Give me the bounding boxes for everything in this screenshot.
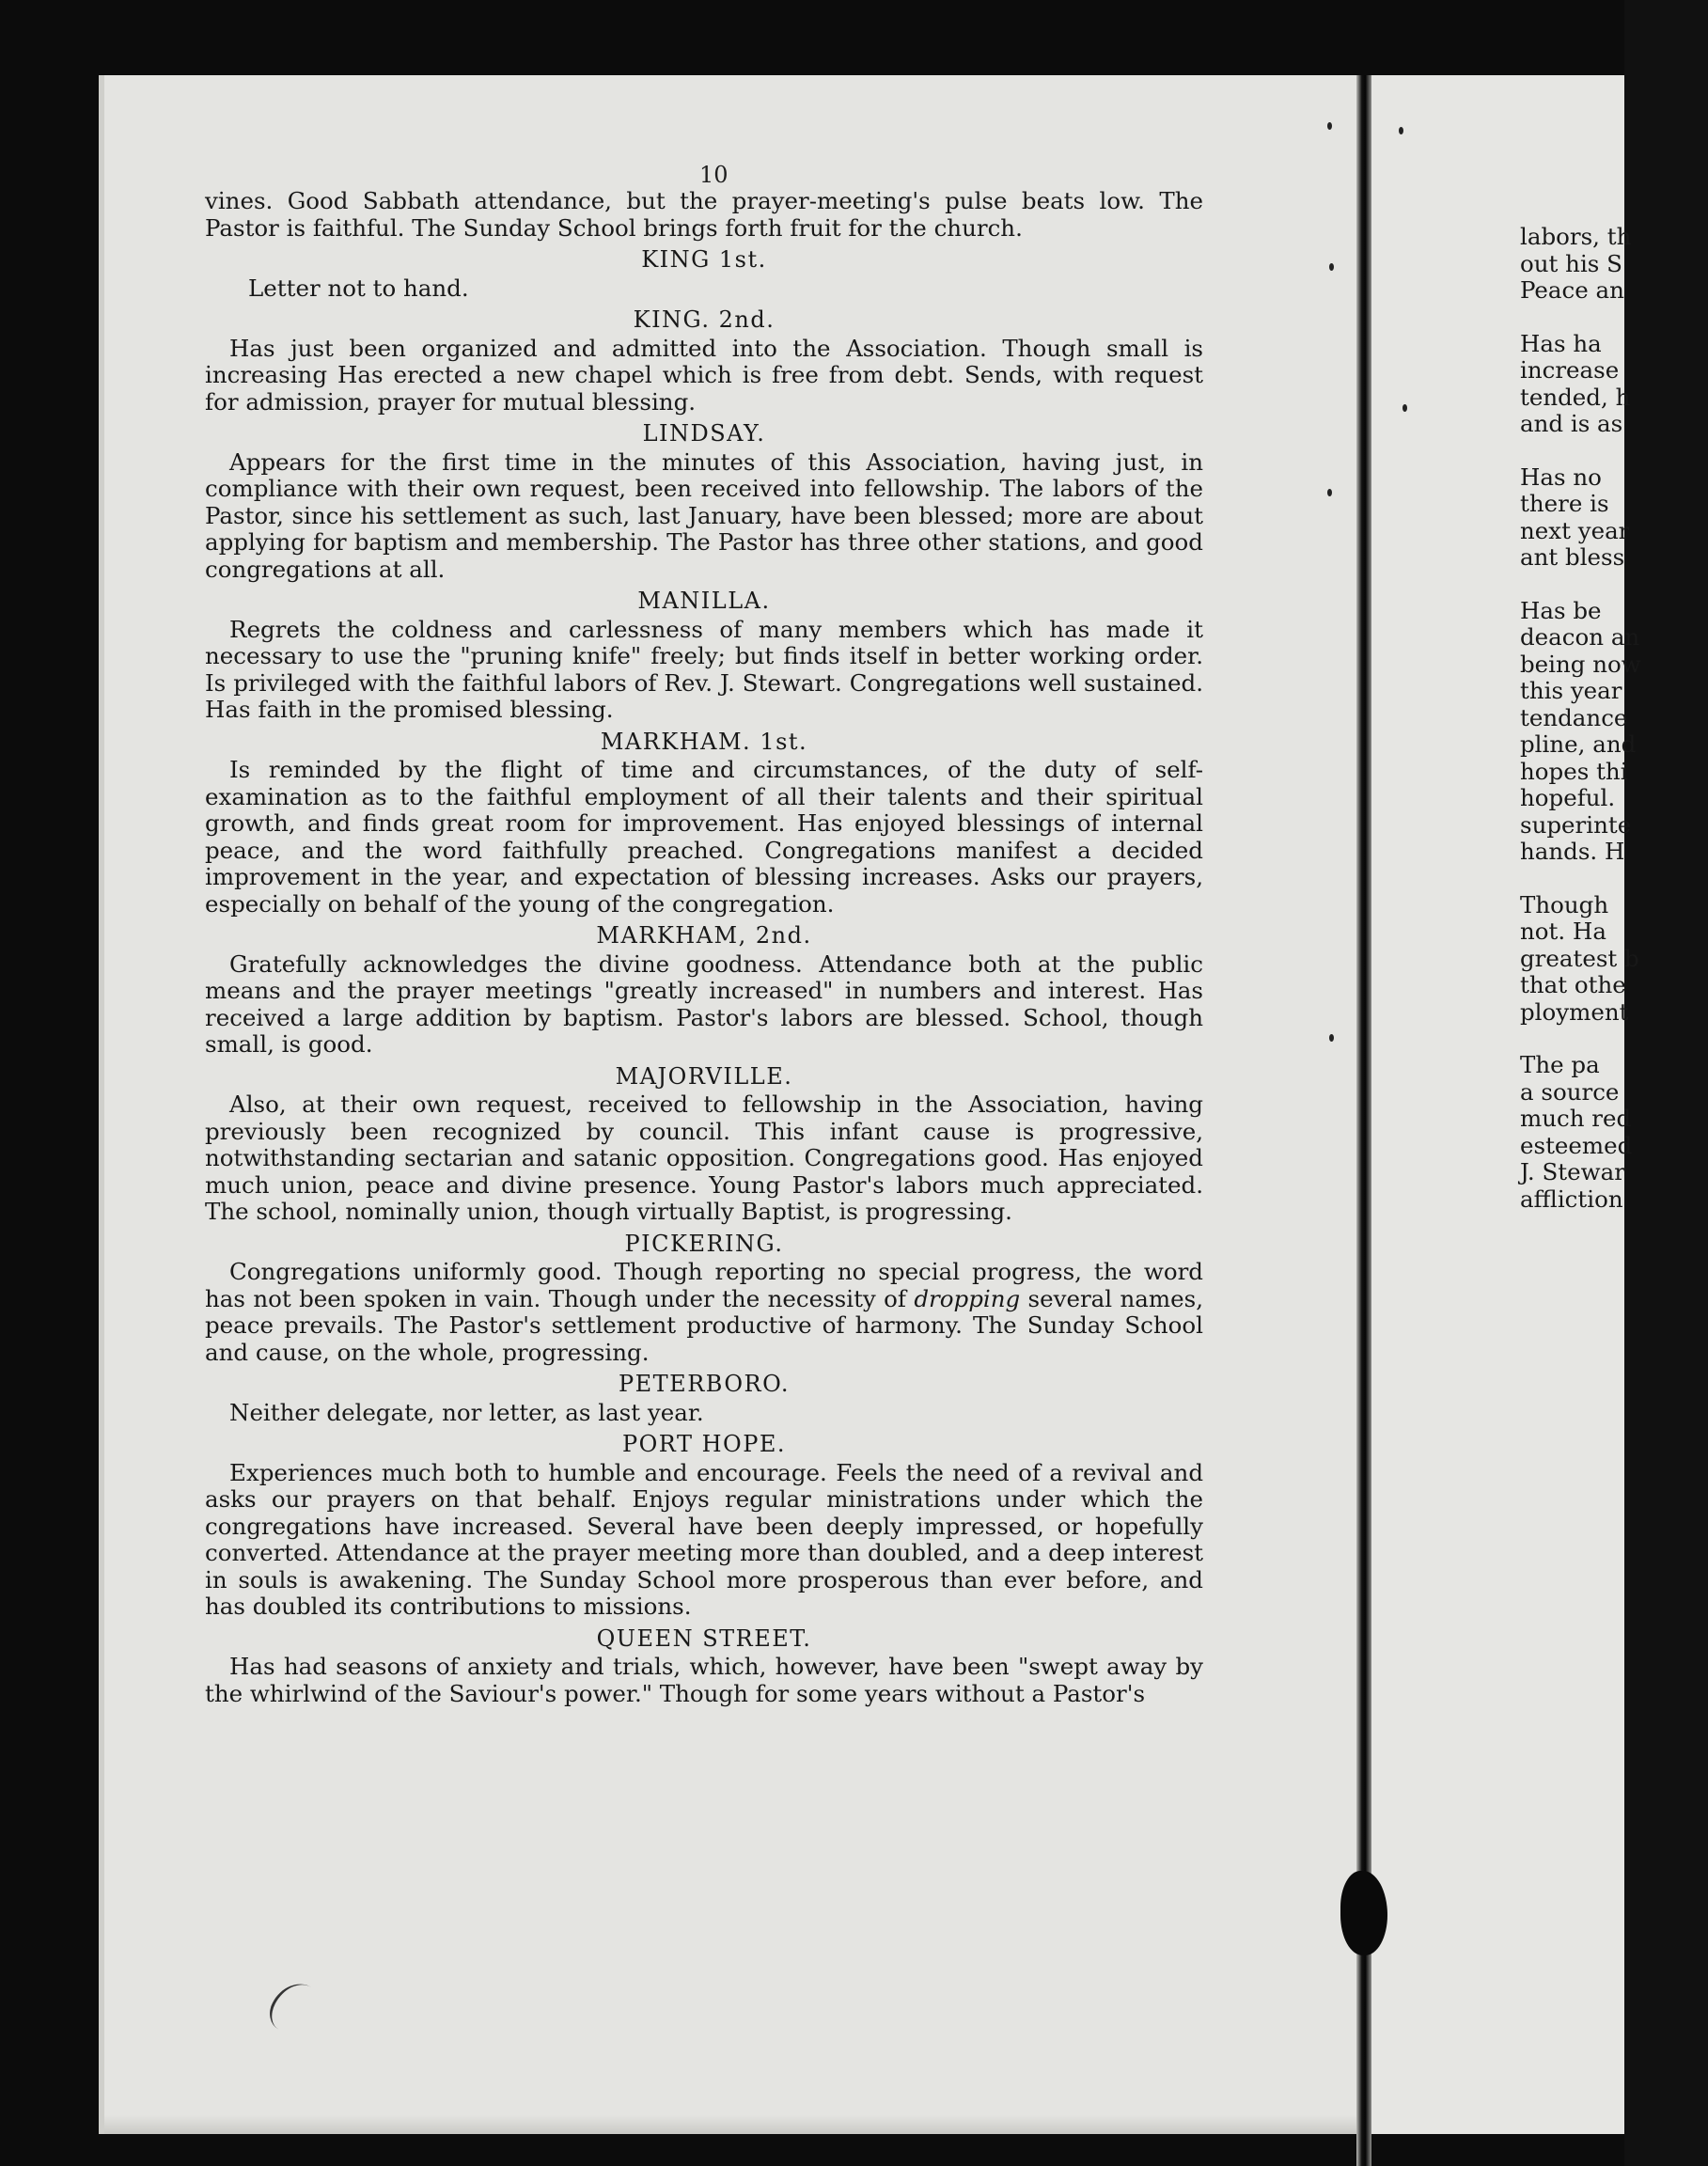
right-page-line: not. Ha <box>1520 918 1606 945</box>
right-page-line: and is as <box>1520 410 1623 437</box>
section-heading: PORT HOPE. <box>621 1431 786 1457</box>
right-page-line: being now <box>1520 650 1641 678</box>
page-gutter <box>1356 75 1371 2166</box>
right-page-line: this year <box>1520 677 1622 704</box>
right-page-line: a source <box>1520 1077 1620 1106</box>
right-page-line: labors, th <box>1520 223 1632 250</box>
right-page-line: ployment <box>1520 997 1629 1026</box>
right-page-line: deacon an <box>1520 623 1640 651</box>
right-page-line: Though <box>1520 890 1609 918</box>
right-page-line: greatest b <box>1520 944 1639 972</box>
body-paragraph: Neither delegate, nor letter, as last year. <box>229 1398 704 1426</box>
body-paragraph: Has had seasons of anxiety and trials, which, however, have been "swept away by the whirlwind of the Saviour's power." Though for some years without a Pastor's <box>205 1653 1203 1707</box>
section-heading: PETERBORO. <box>619 1371 790 1397</box>
speck-mark <box>1402 404 1407 412</box>
paragraph-text: Congregations uniformly good. Though reporting no special progress, the word has not been spoken in vain. Though under the necessity of <box>205 1258 1203 1312</box>
body-paragraph: Appears for the first time in the minutes of this Association, having just, in compliance with their own request, been received into fellowship. The labors of the Pastor, since his settlement as such, last January, have been blessed; more are about applying for baptism and membership. The Pastor has three other stations, and good congregations at all. <box>205 447 1203 583</box>
right-page-line: hopeful. <box>1520 784 1616 811</box>
body-paragraph: Has just been organized and admitted into the Association. Though small is increasing Has erected a new chapel which is free from debt. Sends, with request for admission, prayer for mutual blessing. <box>205 334 1203 416</box>
section-heading: KING 1st. <box>641 246 767 273</box>
paragraph-text: several names, peace prevails. The Pastor's settlement productive of harmony. The Sunday School and cause, on the whole, progressing. <box>205 1284 1203 1366</box>
right-page-line: superinte <box>1520 810 1632 839</box>
section-heading: MANILLA. <box>637 588 771 614</box>
section-heading: MAJORVILLE. <box>615 1062 793 1090</box>
right-page-line: ant bless <box>1520 543 1625 571</box>
body-paragraph: Letter not to hand. <box>248 274 469 302</box>
body-paragraph: Gratefully acknowledges the divine goodness. Attendance both at the public means and the prayer meetings "greatly increased" in numbers and interest. Has received a large addition by baptism. Pastor's labors are blessed. School, though small, is good. <box>205 950 1203 1058</box>
right-page-line: Has be <box>1520 596 1602 624</box>
speck-mark <box>1329 1034 1334 1042</box>
right-page-line: next year <box>1520 516 1630 544</box>
speck-mark <box>1327 122 1332 130</box>
right-page-text-fragments <box>1520 224 1708 1213</box>
speck-mark <box>1329 263 1334 271</box>
right-page-line: Has no <box>1520 463 1602 491</box>
body-paragraph: Regrets the coldness and carlessness of many members which has made it necessary to use the "pruning knife" freely; but finds itself in better working order. Is privileged with the faithful labors of Rev. J. Stewart. Congregations well sustained. Has faith in the promised blessing. <box>205 615 1203 723</box>
right-page-line: tended, h <box>1520 383 1631 411</box>
right-page-gap <box>1520 572 1708 598</box>
right-page-line: hands. H <box>1520 838 1625 865</box>
section-heading: MARKHAM, 2nd. <box>596 922 812 949</box>
right-page-line: esteemed <box>1520 1131 1633 1159</box>
right-page-line: much red <box>1520 1105 1632 1132</box>
body-paragraph: Also, at their own request, received to fellowship in the Association, having previously been recognized by council. This infant cause is progressive, notwithstanding sectarian and satanic opposition. Congregations good. Has enjoyed much union, peace and divine presence. Young Pastor's labors much appreciated. The school, nominally union, though virtually Baptist, is progressing. <box>205 1091 1203 1225</box>
right-page-line: out his S <box>1520 249 1622 277</box>
right-page-line: J. Stewar <box>1520 1158 1625 1185</box>
right-page-line: The pa <box>1520 1051 1600 1078</box>
right-page-line: affliction <box>1520 1185 1623 1213</box>
right-page-line: tendance <box>1520 703 1628 731</box>
ink-blot <box>1340 1871 1387 1955</box>
emphasized-word: dropping <box>914 1284 1021 1312</box>
section-heading: QUEEN STREET. <box>596 1624 812 1652</box>
right-page-gap <box>1520 305 1708 331</box>
body-paragraph <box>205 1259 1203 1366</box>
body-paragraph: Experiences much both to humble and encourage. Feels the need of a revival and asks our prayers on that behalf. Enjoys regular ministrations under which the congregations have increased. Several have been deeply impressed, or hopefully converted. Attendance at the prayer meeting more than doubled, and a deep interest in souls is awakening. The Sunday School more prosperous than ever before, and has doubled its contributions to missions. <box>205 1458 1203 1620</box>
right-page-line: that othe <box>1520 971 1626 998</box>
text-column <box>205 188 1203 1707</box>
right-page-gap <box>1520 866 1708 892</box>
right-page-line: pline, and <box>1520 730 1637 758</box>
right-page-gap <box>1520 438 1708 464</box>
body-paragraph: Is reminded by the flight of time and circumstances, of the duty of self-examination as to the faithful employment of all their talents and their spiritual growth, and finds great room for improvement. Has enjoyed blessings of internal peace, and the word faithfully preached. Congregations manifest a decided improvement in the year, and expectation of blessing increases. Asks our prayers, especially on behalf of the young of the congregation. <box>205 756 1203 918</box>
section-heading: MARKHAM. 1st. <box>600 728 808 755</box>
body-paragraph: vines. Good Sabbath attendance, but the prayer-meeting's pulse beats low. The Pastor is faithful. The Sunday School brings forth fruit for the church. <box>205 187 1203 242</box>
right-page-line: Peace an <box>1520 276 1624 304</box>
right-page-line: increase <box>1520 356 1620 384</box>
section-heading: PICKERING. <box>624 1230 784 1257</box>
speck-mark <box>1327 489 1332 496</box>
section-heading: LINDSAY. <box>642 420 766 447</box>
right-page-line: hopes thi <box>1520 757 1628 785</box>
speck-mark <box>1399 127 1403 134</box>
section-heading: KING. 2nd. <box>633 306 776 333</box>
right-page-gap <box>1520 1026 1708 1052</box>
right-page-line: there is <box>1520 490 1609 517</box>
right-page-line: Has ha <box>1520 329 1602 357</box>
page-number: 10 <box>699 162 729 188</box>
